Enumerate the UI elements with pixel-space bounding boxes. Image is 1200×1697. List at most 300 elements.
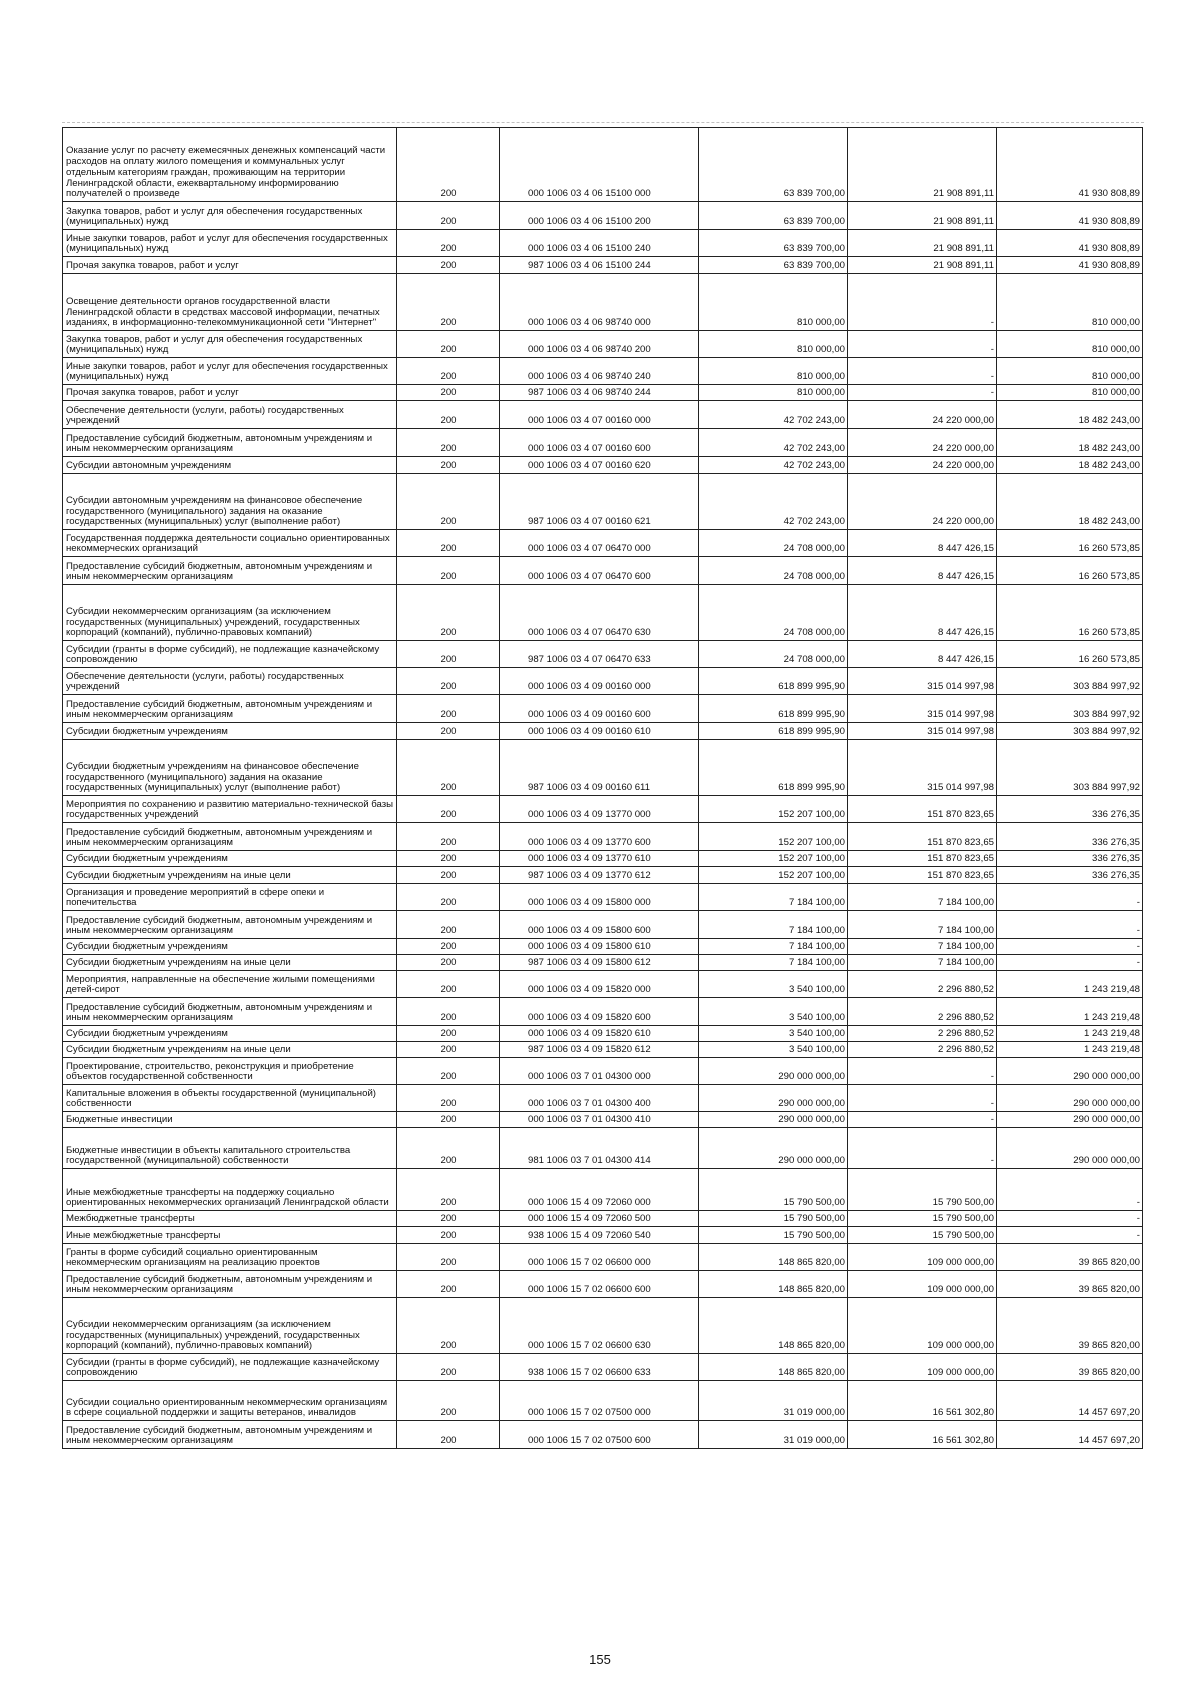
cell-approved: 7 184 100,00 bbox=[699, 939, 848, 955]
cell-name: Иные межбюджетные трансферты на поддержку социально ориентированных некоммерческих организаций Ленинградской области bbox=[63, 1169, 397, 1211]
cell-unexecuted: 810 000,00 bbox=[997, 274, 1143, 331]
table-row bbox=[63, 429, 1143, 457]
cell-executed: 2 296 880,52 bbox=[848, 1042, 997, 1058]
cell-unexecuted: 18 482 243,00 bbox=[997, 429, 1143, 457]
cell-budget-code: 000 1006 15 7 02 06600 000 bbox=[500, 1244, 699, 1271]
cell-approved: 24 708 000,00 bbox=[699, 641, 848, 668]
cell-approved: 3 540 100,00 bbox=[699, 1026, 848, 1042]
cell-executed: 109 000 000,00 bbox=[848, 1298, 997, 1354]
cell-budget-code: 987 1006 03 4 09 15820 612 bbox=[500, 1042, 699, 1058]
cell-name: Субсидии бюджетным учреждениям bbox=[63, 1026, 397, 1042]
cell-name: Мероприятия по сохранению и развитию материально-технической базы государственных учреждений bbox=[63, 796, 397, 823]
cell-executed: - bbox=[848, 1128, 997, 1169]
cell-approved: 7 184 100,00 bbox=[699, 884, 848, 911]
cell-approved: 42 702 243,00 bbox=[699, 474, 848, 530]
table-row bbox=[63, 867, 1143, 884]
cell-unexecuted: 39 865 820,00 bbox=[997, 1298, 1143, 1354]
cell-executed: 21 908 891,11 bbox=[848, 230, 997, 257]
cell-executed: 109 000 000,00 bbox=[848, 1271, 997, 1298]
table-row bbox=[63, 1227, 1143, 1244]
cell-approved: 42 702 243,00 bbox=[699, 401, 848, 429]
cell-unexecuted: 16 260 573,85 bbox=[997, 585, 1143, 641]
cell-approved: 15 790 500,00 bbox=[699, 1227, 848, 1244]
cell-executed: 109 000 000,00 bbox=[848, 1354, 997, 1381]
cell-executed: 21 908 891,11 bbox=[848, 128, 997, 202]
cell-line-code: 200 bbox=[397, 1227, 500, 1244]
table-row bbox=[63, 385, 1143, 401]
cell-budget-code: 000 1006 03 4 07 06470 630 bbox=[500, 585, 699, 641]
cell-name: Субсидии автономным учреждениям bbox=[63, 457, 397, 474]
cell-line-code: 200 bbox=[397, 971, 500, 998]
cell-name: Предоставление субсидий бюджетным, автономным учреждениям и иным некоммерческим организациям bbox=[63, 911, 397, 939]
table-row bbox=[63, 796, 1143, 823]
cell-name: Предоставление субсидий бюджетным, автономным учреждениям и иным некоммерческим организациям bbox=[63, 695, 397, 723]
cell-unexecuted: 14 457 697,20 bbox=[997, 1381, 1143, 1421]
cell-approved: 810 000,00 bbox=[699, 385, 848, 401]
cell-name: Межбюджетные трансферты bbox=[63, 1211, 397, 1227]
cell-budget-code: 000 1006 03 4 09 13770 000 bbox=[500, 796, 699, 823]
cell-executed: 2 296 880,52 bbox=[848, 971, 997, 998]
cell-approved: 290 000 000,00 bbox=[699, 1058, 848, 1085]
cell-name: Субсидии бюджетным учреждениям bbox=[63, 723, 397, 740]
cell-name: Прочая закупка товаров, работ и услуг bbox=[63, 385, 397, 401]
cell-approved: 152 207 100,00 bbox=[699, 796, 848, 823]
cell-budget-code: 938 1006 15 7 02 06600 633 bbox=[500, 1354, 699, 1381]
cell-budget-code: 000 1006 15 4 09 72060 000 bbox=[500, 1169, 699, 1211]
cell-line-code: 200 bbox=[397, 1128, 500, 1169]
cell-executed: 8 447 426,15 bbox=[848, 585, 997, 641]
cell-name: Предоставление субсидий бюджетным, автономным учреждениям и иным некоммерческим организациям bbox=[63, 1421, 397, 1449]
cell-line-code: 200 bbox=[397, 1298, 500, 1354]
cell-line-code: 200 bbox=[397, 1042, 500, 1058]
cell-unexecuted: - bbox=[997, 1169, 1143, 1211]
table-body bbox=[63, 128, 1143, 1449]
cell-approved: 148 865 820,00 bbox=[699, 1298, 848, 1354]
table-row bbox=[63, 971, 1143, 998]
cell-executed: 21 908 891,11 bbox=[848, 202, 997, 230]
cell-approved: 15 790 500,00 bbox=[699, 1211, 848, 1227]
cell-line-code: 200 bbox=[397, 641, 500, 668]
cell-budget-code: 000 1006 03 4 06 15100 200 bbox=[500, 202, 699, 230]
table-row bbox=[63, 274, 1143, 331]
cell-unexecuted: 16 260 573,85 bbox=[997, 530, 1143, 557]
cell-budget-code: 987 1006 03 4 07 06470 633 bbox=[500, 641, 699, 668]
table-row bbox=[63, 1211, 1143, 1227]
cell-unexecuted: 1 243 219,48 bbox=[997, 1026, 1143, 1042]
cell-line-code: 200 bbox=[397, 358, 500, 385]
table-row bbox=[63, 641, 1143, 668]
table-row bbox=[63, 1244, 1143, 1271]
cell-name: Субсидии (гранты в форме субсидий), не подлежащие казначейскому сопровождению bbox=[63, 1354, 397, 1381]
table-row bbox=[63, 128, 1143, 202]
cell-approved: 148 865 820,00 bbox=[699, 1271, 848, 1298]
table-row bbox=[63, 998, 1143, 1026]
cell-approved: 24 708 000,00 bbox=[699, 530, 848, 557]
cell-budget-code: 000 1006 15 4 09 72060 500 bbox=[500, 1211, 699, 1227]
cell-line-code: 200 bbox=[397, 128, 500, 202]
cell-unexecuted: 39 865 820,00 bbox=[997, 1354, 1143, 1381]
cell-unexecuted: 336 276,35 bbox=[997, 867, 1143, 884]
cell-unexecuted: 336 276,35 bbox=[997, 823, 1143, 851]
cell-executed: 24 220 000,00 bbox=[848, 457, 997, 474]
cell-executed: 15 790 500,00 bbox=[848, 1211, 997, 1227]
cell-approved: 152 207 100,00 bbox=[699, 867, 848, 884]
table-row bbox=[63, 257, 1143, 274]
table-row bbox=[63, 331, 1143, 358]
cell-approved: 24 708 000,00 bbox=[699, 585, 848, 641]
cell-name: Бюджетные инвестиции в объекты капитального строительства государственной (муниципальной) собственности bbox=[63, 1128, 397, 1169]
cell-executed: 7 184 100,00 bbox=[848, 911, 997, 939]
cell-unexecuted: 810 000,00 bbox=[997, 385, 1143, 401]
cell-budget-code: 000 1006 15 7 02 06600 600 bbox=[500, 1271, 699, 1298]
cell-budget-code: 000 1006 03 4 09 13770 600 bbox=[500, 823, 699, 851]
table-row bbox=[63, 1058, 1143, 1085]
cell-budget-code: 000 1006 03 4 07 00160 600 bbox=[500, 429, 699, 457]
cell-line-code: 200 bbox=[397, 823, 500, 851]
cell-budget-code: 000 1006 03 4 09 15820 000 bbox=[500, 971, 699, 998]
cell-line-code: 200 bbox=[397, 429, 500, 457]
cell-unexecuted: 810 000,00 bbox=[997, 331, 1143, 358]
cell-unexecuted: - bbox=[997, 884, 1143, 911]
cell-approved: 290 000 000,00 bbox=[699, 1128, 848, 1169]
cell-name: Мероприятия, направленные на обеспечение жилыми помещениями детей-сирот bbox=[63, 971, 397, 998]
cell-unexecuted: 290 000 000,00 bbox=[997, 1112, 1143, 1128]
cell-approved: 3 540 100,00 bbox=[699, 971, 848, 998]
cell-name: Субсидии бюджетным учреждениям на иные цели bbox=[63, 955, 397, 971]
cell-unexecuted: 41 930 808,89 bbox=[997, 230, 1143, 257]
cell-unexecuted: 290 000 000,00 bbox=[997, 1085, 1143, 1112]
cell-name: Иные межбюджетные трансферты bbox=[63, 1227, 397, 1244]
cell-line-code: 200 bbox=[397, 723, 500, 740]
cell-unexecuted: 14 457 697,20 bbox=[997, 1421, 1143, 1449]
cell-line-code: 200 bbox=[397, 274, 500, 331]
cell-line-code: 200 bbox=[397, 401, 500, 429]
cell-approved: 3 540 100,00 bbox=[699, 1042, 848, 1058]
cell-unexecuted: 336 276,35 bbox=[997, 851, 1143, 867]
cell-unexecuted: 16 260 573,85 bbox=[997, 641, 1143, 668]
cell-unexecuted: 41 930 808,89 bbox=[997, 202, 1143, 230]
cell-budget-code: 000 1006 03 4 07 00160 000 bbox=[500, 401, 699, 429]
cell-budget-code: 000 1006 03 4 09 00160 610 bbox=[500, 723, 699, 740]
cell-line-code: 200 bbox=[397, 740, 500, 796]
cell-name: Субсидии некоммерческим организациям (за исключением государственных (муниципальных) учреждений, государственных корпораций (компаний), публично-правовых компаний) bbox=[63, 585, 397, 641]
budget-execution-table bbox=[62, 127, 1143, 1449]
cell-executed: - bbox=[848, 274, 997, 331]
cell-name: Оказание услуг по расчету ежемесячных денежных компенсаций части расходов на оплату жилого помещения и коммунальных услуг отдельным категориям граждан, проживающим на территории Ленинградской области, ежеквартальному информированию получателей о произведе bbox=[63, 128, 397, 202]
cell-name: Гранты в форме субсидий социально ориентированным некоммерческим организациям на реализацию проектов bbox=[63, 1244, 397, 1271]
cell-budget-code: 000 1006 03 4 06 98740 000 bbox=[500, 274, 699, 331]
cell-name: Государственная поддержка деятельности социально ориентированных некоммерческих организаций bbox=[63, 530, 397, 557]
table-row bbox=[63, 1085, 1143, 1112]
cell-unexecuted: 18 482 243,00 bbox=[997, 474, 1143, 530]
cell-name: Иные закупки товаров, работ и услуг для обеспечения государственных (муниципальных) нужд bbox=[63, 358, 397, 385]
cell-line-code: 200 bbox=[397, 867, 500, 884]
cell-name: Субсидии (гранты в форме субсидий), не подлежащие казначейскому сопровождению bbox=[63, 641, 397, 668]
table-row bbox=[63, 457, 1143, 474]
cell-unexecuted: - bbox=[997, 1227, 1143, 1244]
table-row bbox=[63, 911, 1143, 939]
cell-executed: 2 296 880,52 bbox=[848, 998, 997, 1026]
cell-executed: 8 447 426,15 bbox=[848, 641, 997, 668]
cell-budget-code: 000 1006 03 4 07 06470 600 bbox=[500, 557, 699, 585]
cell-approved: 810 000,00 bbox=[699, 331, 848, 358]
cell-line-code: 200 bbox=[397, 1026, 500, 1042]
cell-executed: - bbox=[848, 331, 997, 358]
cell-budget-code: 000 1006 03 4 09 13770 610 bbox=[500, 851, 699, 867]
cell-name: Закупка товаров, работ и услуг для обеспечения государственных (муниципальных) нужд bbox=[63, 331, 397, 358]
cell-name: Предоставление субсидий бюджетным, автономным учреждениям и иным некоммерческим организациям bbox=[63, 1271, 397, 1298]
cell-approved: 152 207 100,00 bbox=[699, 823, 848, 851]
table-row bbox=[63, 557, 1143, 585]
cell-executed: 315 014 997,98 bbox=[848, 723, 997, 740]
cell-line-code: 200 bbox=[397, 1354, 500, 1381]
cell-name: Субсидии социально ориентированным некоммерческим организациям в сфере социальной поддержки и защиты ветеранов, инвалидов bbox=[63, 1381, 397, 1421]
cell-line-code: 200 bbox=[397, 202, 500, 230]
cell-line-code: 200 bbox=[397, 955, 500, 971]
cell-approved: 42 702 243,00 bbox=[699, 457, 848, 474]
cell-name: Субсидии бюджетным учреждениям на финансовое обеспечение государственного (муниципального) задания на оказание государственных (муниципальных) услуг (выполнение работ) bbox=[63, 740, 397, 796]
cell-name: Субсидии бюджетным учреждениям bbox=[63, 851, 397, 867]
table-row bbox=[63, 695, 1143, 723]
cell-budget-code: 000 1006 03 4 09 00160 000 bbox=[500, 668, 699, 695]
cell-approved: 618 899 995,90 bbox=[699, 723, 848, 740]
cell-approved: 15 790 500,00 bbox=[699, 1169, 848, 1211]
cell-name: Закупка товаров, работ и услуг для обеспечения государственных (муниципальных) нужд bbox=[63, 202, 397, 230]
cell-budget-code: 987 1006 03 4 09 13770 612 bbox=[500, 867, 699, 884]
cell-unexecuted: 810 000,00 bbox=[997, 358, 1143, 385]
cell-approved: 148 865 820,00 bbox=[699, 1354, 848, 1381]
cell-budget-code: 987 1006 03 4 07 00160 621 bbox=[500, 474, 699, 530]
table-row bbox=[63, 1169, 1143, 1211]
cell-budget-code: 000 1006 03 4 09 00160 600 bbox=[500, 695, 699, 723]
page-number: 155 bbox=[589, 1652, 611, 1667]
cell-budget-code: 000 1006 03 4 06 15100 000 bbox=[500, 128, 699, 202]
cell-approved: 810 000,00 bbox=[699, 274, 848, 331]
cell-line-code: 200 bbox=[397, 796, 500, 823]
cell-unexecuted: 336 276,35 bbox=[997, 796, 1143, 823]
cell-executed: 315 014 997,98 bbox=[848, 695, 997, 723]
cell-name: Субсидии автономным учреждениям на финансовое обеспечение государственного (муниципального) задания на оказание государственных (муниципальных) услуг (выполнение работ) bbox=[63, 474, 397, 530]
cell-line-code: 200 bbox=[397, 1169, 500, 1211]
cell-name: Проектирование, строительство, реконструкция и приобретение объектов государственной собственности bbox=[63, 1058, 397, 1085]
cell-line-code: 200 bbox=[397, 257, 500, 274]
cell-executed: 16 561 302,80 bbox=[848, 1421, 997, 1449]
cell-unexecuted: - bbox=[997, 955, 1143, 971]
cell-executed: 15 790 500,00 bbox=[848, 1169, 997, 1211]
table-row bbox=[63, 723, 1143, 740]
cell-budget-code: 000 1006 03 4 09 15800 610 bbox=[500, 939, 699, 955]
cell-name: Субсидии бюджетным учреждениям на иные цели bbox=[63, 867, 397, 884]
cell-line-code: 200 bbox=[397, 1381, 500, 1421]
cell-line-code: 200 bbox=[397, 1271, 500, 1298]
table-row bbox=[63, 585, 1143, 641]
table-row bbox=[63, 740, 1143, 796]
cell-name: Прочая закупка товаров, работ и услуг bbox=[63, 257, 397, 274]
cell-line-code: 200 bbox=[397, 557, 500, 585]
cell-budget-code: 000 1006 15 7 02 07500 000 bbox=[500, 1381, 699, 1421]
cell-name: Предоставление субсидий бюджетным, автономным учреждениям и иным некоммерческим организациям bbox=[63, 557, 397, 585]
cell-approved: 618 899 995,90 bbox=[699, 695, 848, 723]
cell-unexecuted: 1 243 219,48 bbox=[997, 998, 1143, 1026]
cell-approved: 290 000 000,00 bbox=[699, 1112, 848, 1128]
cell-line-code: 200 bbox=[397, 530, 500, 557]
cell-unexecuted: 41 930 808,89 bbox=[997, 257, 1143, 274]
table-row bbox=[63, 474, 1143, 530]
cell-budget-code: 000 1006 03 4 09 15820 610 bbox=[500, 1026, 699, 1042]
cell-executed: - bbox=[848, 358, 997, 385]
cell-budget-code: 000 1006 03 7 01 04300 410 bbox=[500, 1112, 699, 1128]
cell-budget-code: 981 1006 03 7 01 04300 414 bbox=[500, 1128, 699, 1169]
cell-approved: 31 019 000,00 bbox=[699, 1421, 848, 1449]
cell-budget-code: 000 1006 03 4 09 15800 600 bbox=[500, 911, 699, 939]
cell-approved: 31 019 000,00 bbox=[699, 1381, 848, 1421]
table-row bbox=[63, 668, 1143, 695]
cell-executed: 7 184 100,00 bbox=[848, 955, 997, 971]
cell-budget-code: 000 1006 15 7 02 06600 630 bbox=[500, 1298, 699, 1354]
cell-line-code: 200 bbox=[397, 1085, 500, 1112]
cell-unexecuted: 39 865 820,00 bbox=[997, 1244, 1143, 1271]
table-row bbox=[63, 823, 1143, 851]
table-row bbox=[63, 401, 1143, 429]
cell-executed: - bbox=[848, 1058, 997, 1085]
cell-line-code: 200 bbox=[397, 585, 500, 641]
table-row bbox=[63, 530, 1143, 557]
cell-executed: - bbox=[848, 1112, 997, 1128]
table-row bbox=[63, 1421, 1143, 1449]
cell-executed: - bbox=[848, 385, 997, 401]
table-row bbox=[63, 851, 1143, 867]
cell-executed: 151 870 823,65 bbox=[848, 823, 997, 851]
cell-unexecuted: 39 865 820,00 bbox=[997, 1271, 1143, 1298]
cell-line-code: 200 bbox=[397, 998, 500, 1026]
cell-line-code: 200 bbox=[397, 457, 500, 474]
cell-name: Субсидии бюджетным учреждениям bbox=[63, 939, 397, 955]
cell-line-code: 200 bbox=[397, 1244, 500, 1271]
cell-executed: 151 870 823,65 bbox=[848, 851, 997, 867]
cell-executed: 315 014 997,98 bbox=[848, 668, 997, 695]
cell-unexecuted: 303 884 997,92 bbox=[997, 668, 1143, 695]
cell-unexecuted: - bbox=[997, 911, 1143, 939]
table-row bbox=[63, 1271, 1143, 1298]
cell-name: Предоставление субсидий бюджетным, автономным учреждениям и иным некоммерческим организациям bbox=[63, 823, 397, 851]
cell-budget-code: 000 1006 03 4 09 15800 000 bbox=[500, 884, 699, 911]
cell-approved: 63 839 700,00 bbox=[699, 230, 848, 257]
table-row bbox=[63, 955, 1143, 971]
cell-name: Освещение деятельности органов государственной власти Ленинградской области в средствах массовой информации, печатных изданиях, в информационно-телекоммуникационной сети "Интернет" bbox=[63, 274, 397, 331]
cell-executed: 24 220 000,00 bbox=[848, 401, 997, 429]
cell-line-code: 200 bbox=[397, 884, 500, 911]
cell-budget-code: 987 1006 03 4 09 00160 611 bbox=[500, 740, 699, 796]
cell-approved: 148 865 820,00 bbox=[699, 1244, 848, 1271]
cell-executed: 315 014 997,98 bbox=[848, 740, 997, 796]
cell-unexecuted: 303 884 997,92 bbox=[997, 695, 1143, 723]
cell-executed: 151 870 823,65 bbox=[848, 867, 997, 884]
cell-line-code: 200 bbox=[397, 939, 500, 955]
cell-line-code: 200 bbox=[397, 851, 500, 867]
cell-name: Субсидии бюджетным учреждениям на иные цели bbox=[63, 1042, 397, 1058]
cell-name: Предоставление субсидий бюджетным, автономным учреждениям и иным некоммерческим организациям bbox=[63, 429, 397, 457]
cell-line-code: 200 bbox=[397, 668, 500, 695]
cell-line-code: 200 bbox=[397, 230, 500, 257]
cell-unexecuted: 1 243 219,48 bbox=[997, 1042, 1143, 1058]
cell-executed: 151 870 823,65 bbox=[848, 796, 997, 823]
cell-line-code: 200 bbox=[397, 1211, 500, 1227]
scan-edge bbox=[62, 122, 1144, 126]
cell-executed: - bbox=[848, 1085, 997, 1112]
cell-budget-code: 000 1006 03 4 07 00160 620 bbox=[500, 457, 699, 474]
cell-line-code: 200 bbox=[397, 1421, 500, 1449]
cell-line-code: 200 bbox=[397, 911, 500, 939]
cell-approved: 618 899 995,90 bbox=[699, 740, 848, 796]
cell-budget-code: 000 1006 03 4 07 06470 000 bbox=[500, 530, 699, 557]
cell-unexecuted: 290 000 000,00 bbox=[997, 1128, 1143, 1169]
cell-name: Обеспечение деятельности (услуги, работы) государственных учреждений bbox=[63, 668, 397, 695]
table-row bbox=[63, 884, 1143, 911]
cell-approved: 7 184 100,00 bbox=[699, 911, 848, 939]
cell-approved: 42 702 243,00 bbox=[699, 429, 848, 457]
cell-approved: 290 000 000,00 bbox=[699, 1085, 848, 1112]
cell-approved: 63 839 700,00 bbox=[699, 128, 848, 202]
cell-executed: 16 561 302,80 bbox=[848, 1381, 997, 1421]
cell-approved: 810 000,00 bbox=[699, 358, 848, 385]
cell-unexecuted: - bbox=[997, 1211, 1143, 1227]
table-row bbox=[63, 1381, 1143, 1421]
table-row bbox=[63, 358, 1143, 385]
cell-executed: 109 000 000,00 bbox=[848, 1244, 997, 1271]
cell-approved: 63 839 700,00 bbox=[699, 257, 848, 274]
cell-budget-code: 000 1006 03 7 01 04300 000 bbox=[500, 1058, 699, 1085]
cell-unexecuted: 18 482 243,00 bbox=[997, 401, 1143, 429]
cell-budget-code: 000 1006 03 7 01 04300 400 bbox=[500, 1085, 699, 1112]
cell-name: Предоставление субсидий бюджетным, автономным учреждениям и иным некоммерческим организациям bbox=[63, 998, 397, 1026]
table-row bbox=[63, 230, 1143, 257]
table-row bbox=[63, 1042, 1143, 1058]
cell-approved: 618 899 995,90 bbox=[699, 668, 848, 695]
cell-executed: 8 447 426,15 bbox=[848, 530, 997, 557]
cell-budget-code: 987 1006 03 4 06 15100 244 bbox=[500, 257, 699, 274]
cell-executed: 7 184 100,00 bbox=[848, 884, 997, 911]
cell-unexecuted: 1 243 219,48 bbox=[997, 971, 1143, 998]
cell-name: Организация и проведение мероприятий в сфере опеки и попечительства bbox=[63, 884, 397, 911]
cell-executed: 21 908 891,11 bbox=[848, 257, 997, 274]
cell-approved: 63 839 700,00 bbox=[699, 202, 848, 230]
cell-unexecuted: 290 000 000,00 bbox=[997, 1058, 1143, 1085]
cell-line-code: 200 bbox=[397, 474, 500, 530]
cell-name: Бюджетные инвестиции bbox=[63, 1112, 397, 1128]
cell-name: Капитальные вложения в объекты государственной (муниципальной) собственности bbox=[63, 1085, 397, 1112]
cell-unexecuted: 18 482 243,00 bbox=[997, 457, 1143, 474]
cell-executed: 8 447 426,15 bbox=[848, 557, 997, 585]
cell-approved: 3 540 100,00 bbox=[699, 998, 848, 1026]
cell-name: Иные закупки товаров, работ и услуг для обеспечения государственных (муниципальных) нужд bbox=[63, 230, 397, 257]
cell-budget-code: 000 1006 03 4 06 98740 200 bbox=[500, 331, 699, 358]
cell-line-code: 200 bbox=[397, 695, 500, 723]
cell-executed: 2 296 880,52 bbox=[848, 1026, 997, 1042]
cell-budget-code: 987 1006 03 4 06 98740 244 bbox=[500, 385, 699, 401]
cell-approved: 152 207 100,00 bbox=[699, 851, 848, 867]
table-row bbox=[63, 1354, 1143, 1381]
cell-unexecuted: 303 884 997,92 bbox=[997, 723, 1143, 740]
table-row bbox=[63, 1298, 1143, 1354]
cell-executed: 24 220 000,00 bbox=[848, 474, 997, 530]
cell-executed: 15 790 500,00 bbox=[848, 1227, 997, 1244]
cell-budget-code: 938 1006 15 4 09 72060 540 bbox=[500, 1227, 699, 1244]
cell-executed: 7 184 100,00 bbox=[848, 939, 997, 955]
table-row bbox=[63, 1112, 1143, 1128]
cell-name: Субсидии некоммерческим организациям (за исключением государственных (муниципальных) учреждений, государственных корпораций (компаний), публично-правовых компаний) bbox=[63, 1298, 397, 1354]
cell-budget-code: 000 1006 03 4 06 98740 240 bbox=[500, 358, 699, 385]
table-row bbox=[63, 202, 1143, 230]
